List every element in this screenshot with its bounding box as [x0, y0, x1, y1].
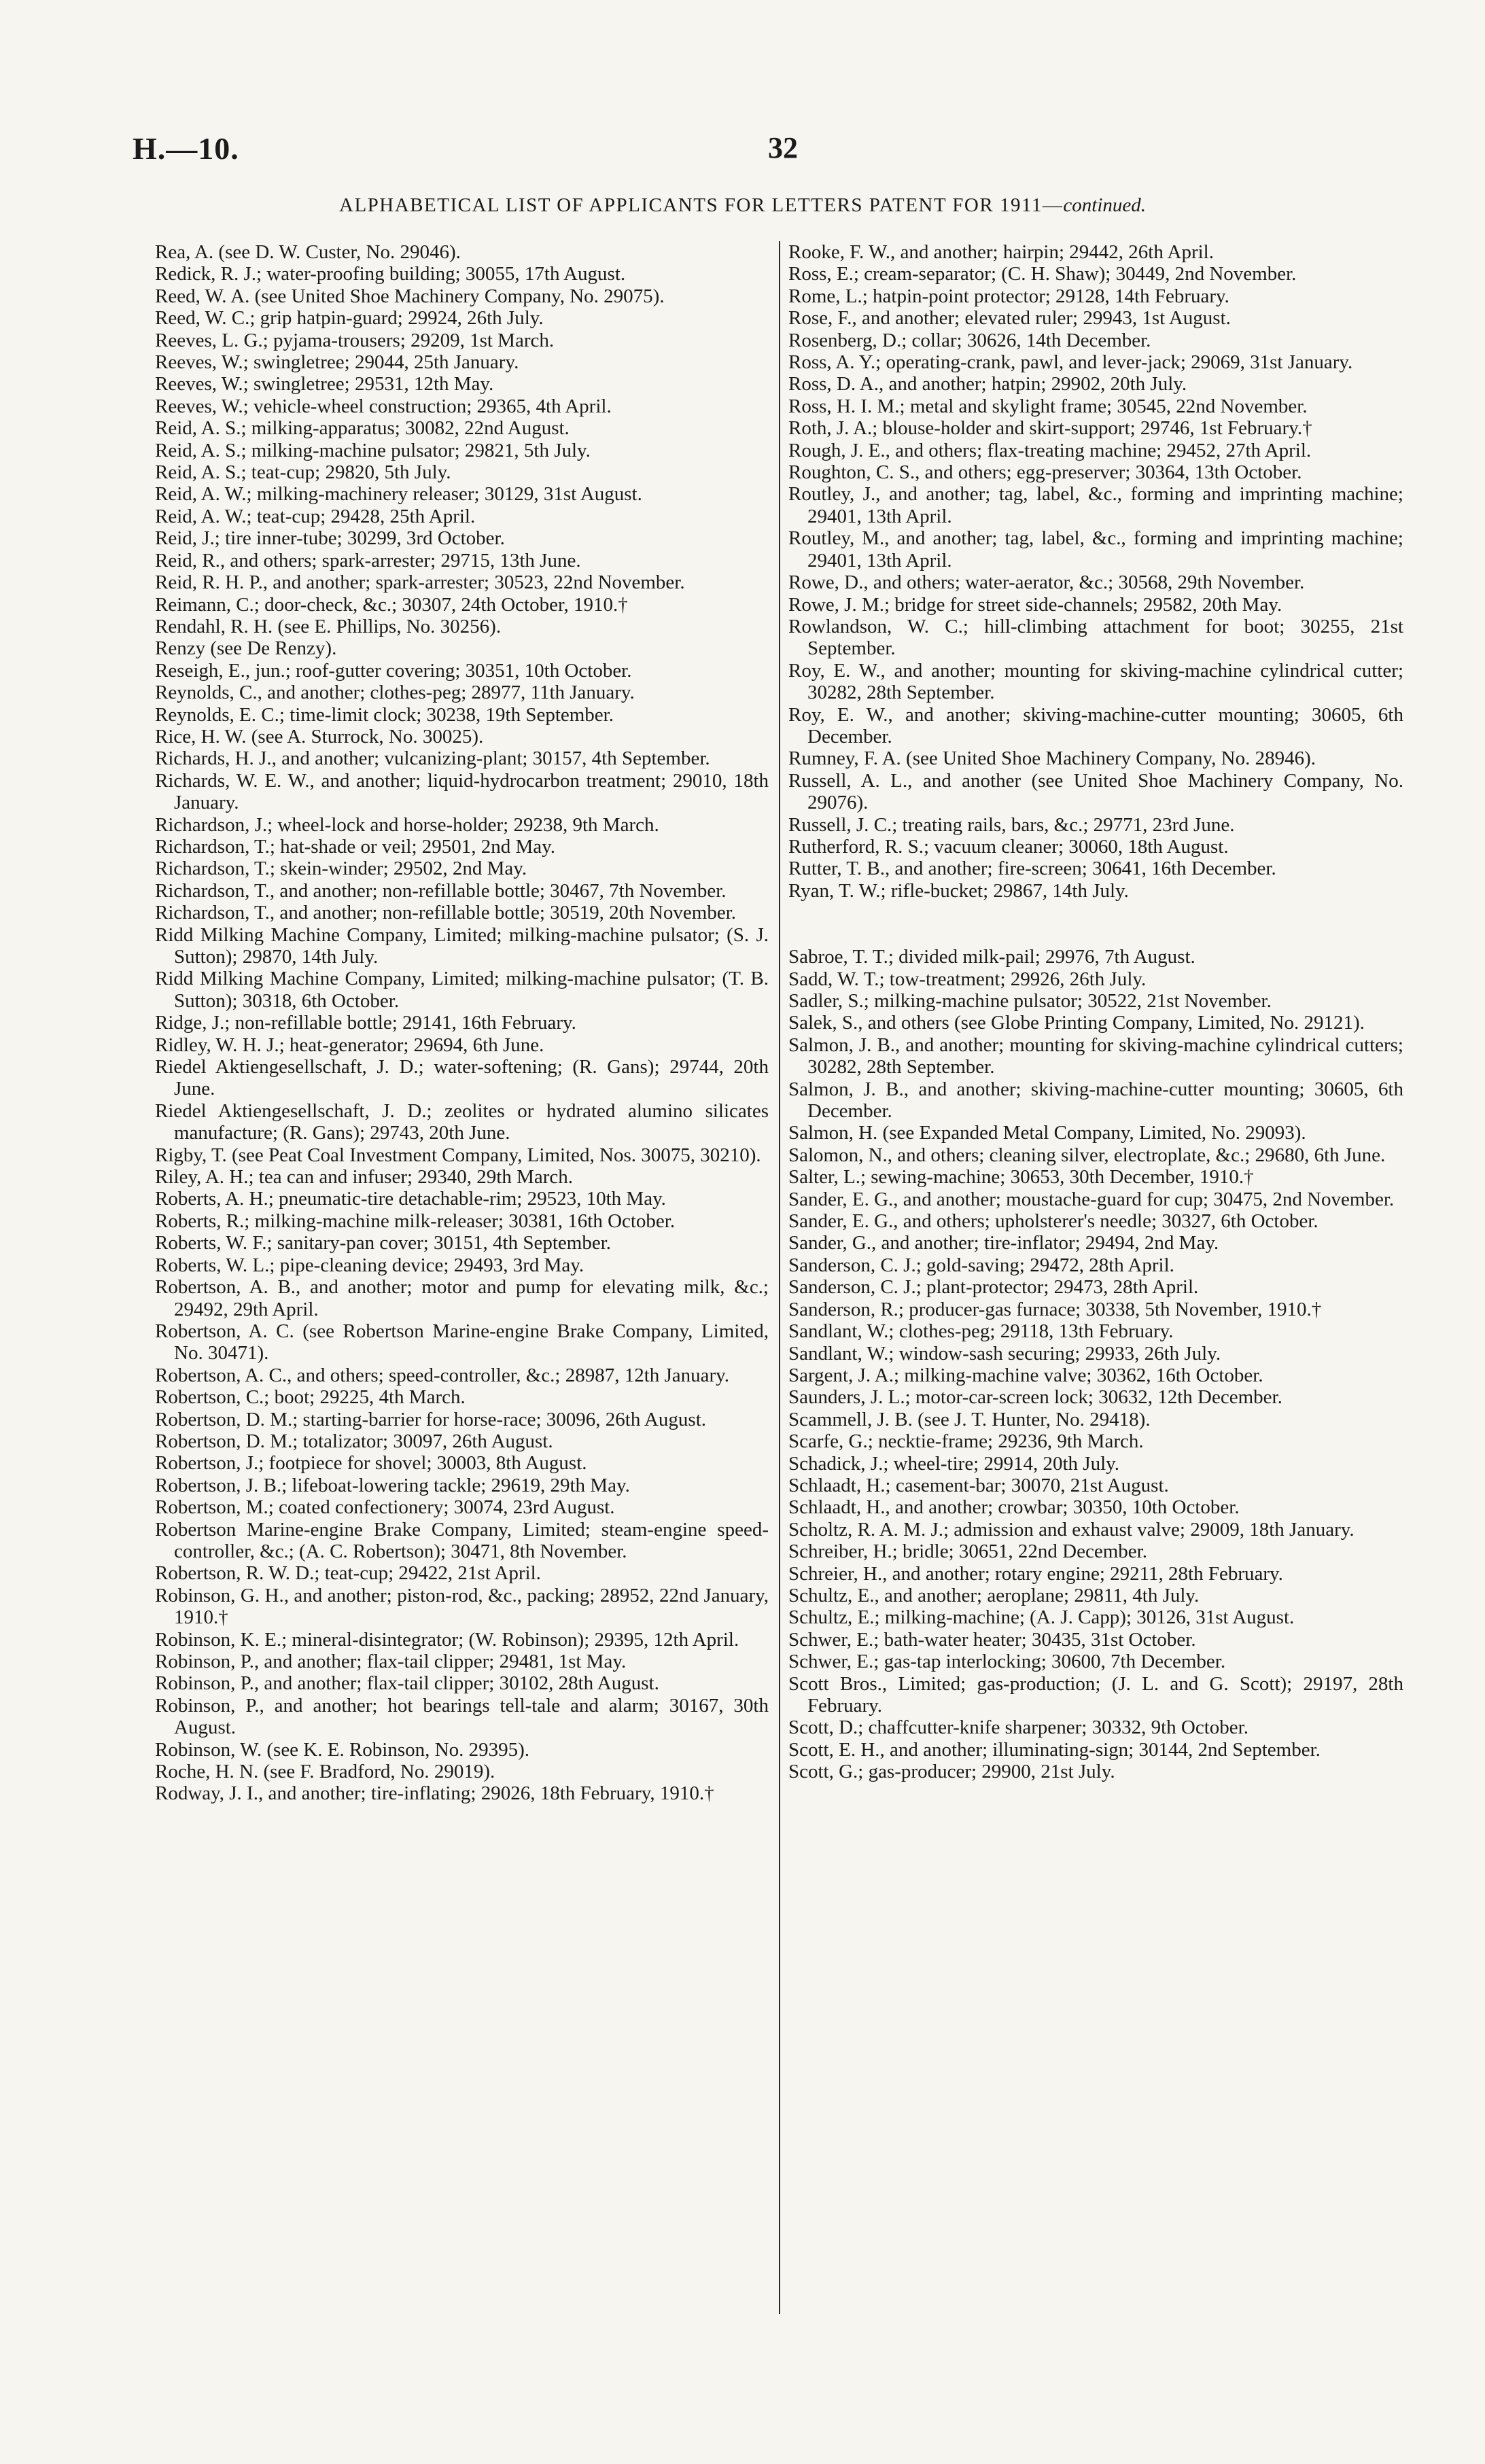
patent-entry: Rowe, D., and others; water-aerator, &c.; 30568, 29th November.: [788, 571, 1305, 594]
patent-entry: Scammell, J. B. (see J. T. Hunter, No. 29418).: [788, 1408, 1151, 1430]
patent-entry: Ryan, T. W.; rifle-bucket; 29867, 14th July.: [788, 879, 1129, 902]
patent-entry: Scott, E. H., and another; illuminating-sign; 30144, 2nd September.: [788, 1738, 1321, 1761]
patent-entry: Reeves, W.; vehicle-wheel construction; 29365, 4th April.: [155, 395, 612, 417]
patent-entry: Sargent, J. A.; milking-machine valve; 30362, 16th October.: [788, 1364, 1263, 1386]
patent-entry: Schultz, E.; milking-machine; (A. J. Capp); 30126, 31st August.: [788, 1606, 1295, 1629]
patent-entry: Richardson, T., and another; non-refillable bottle; 30519, 20th November.: [155, 902, 737, 924]
patent-entry: Reimann, C.; door-check, &c.; 30307, 24th October, 1910.†: [155, 593, 628, 616]
patent-entry: Roberts, W. L.; pipe-cleaning device; 29493, 3rd May.: [155, 1254, 584, 1276]
patent-entry: Rosenberg, D.; collar; 30626, 14th December.: [788, 329, 1151, 351]
patent-entry: Schreier, H., and another; rotary engine; 29211, 28th February.: [788, 1562, 1283, 1585]
right-column-r-section: [788, 241, 1403, 902]
patent-entry: Scholtz, R. A. M. J.; admission and exhaust valve; 29009, 18th January.: [788, 1518, 1355, 1541]
patent-entry: Schlaadt, H.; casement-bar; 30070, 21st August.: [788, 1474, 1169, 1496]
patent-entry: Schreiber, H.; bridle; 30651, 22nd December.: [788, 1541, 1147, 1563]
patent-entry: Roche, H. N. (see F. Bradford, No. 29019).: [155, 1761, 495, 1783]
section-gap: [788, 902, 1403, 946]
patent-entry: Rendahl, R. H. (see E. Phillips, No. 30256).: [155, 615, 502, 637]
patent-entry: Sadler, S.; milking-machine pulsator; 30522, 21st November.: [788, 990, 1272, 1012]
patent-entry: Scarfe, G.; necktie-frame; 29236, 9th March.: [788, 1430, 1144, 1453]
patent-entry: Schwer, E.; gas-tap interlocking; 30600, 7th December.: [788, 1651, 1226, 1673]
patent-entry: Rowlandson, W. C.; hill-climbing attachment for boot; 30255, 21st September.: [788, 615, 1403, 660]
left-column: [155, 241, 769, 2321]
patent-entry: Ross, D. A., and another; hatpin; 29902, 20th July.: [788, 373, 1187, 395]
patent-entry: Schadick, J.; wheel-tire; 29914, 20th July.: [788, 1452, 1120, 1475]
patent-entry: Sabroe, T. T.; divided milk-pail; 29976, 7th August.: [788, 946, 1195, 968]
patent-entry: Sadd, W. T.; tow-treatment; 29926, 26th July.: [788, 968, 1147, 990]
patent-entry: Reid, R., and others; spark-arrester; 29715, 13th June.: [155, 549, 581, 571]
patent-entry: Robertson, A. C., and others; speed-controller, &c.; 28987, 12th January.: [155, 1364, 730, 1386]
patent-entry: Richards, H. J., and another; vulcanizing-plant; 30157, 4th September.: [155, 747, 710, 770]
patent-entry: Reynolds, C., and another; clothes-peg; 28977, 11th January.: [155, 682, 635, 704]
patent-entry: Rutter, T. B., and another; fire-screen; 30641, 16th December.: [788, 858, 1276, 880]
patent-entry: Sander, E. G., and another; moustache-guard for cup; 30475, 2nd November.: [788, 1188, 1395, 1210]
patent-entry: Riedel Aktiengesellschaft, J. D.; water-softening; (R. Gans); 29744, 20th June.: [155, 1056, 769, 1100]
patent-entry: Schultz, E., and another; aeroplane; 29811, 4th July.: [788, 1584, 1200, 1606]
patent-entry: Ross, H. I. M.; metal and skylight frame; 30545, 22nd November.: [788, 395, 1308, 417]
patent-entry: Roughton, C. S., and others; egg-preserver; 30364, 13th October.: [788, 461, 1302, 484]
patent-entry: Robertson, A. C. (see Robertson Marine-engine Brake Company, Limited, No. 30471).: [155, 1320, 769, 1365]
patent-entry: Robinson, P., and another; flax-tail clipper; 30102, 28th August.: [155, 1672, 659, 1695]
page-title: [0, 194, 1485, 217]
patent-entry: Reeves, W.; swingletree; 29531, 12th May.: [155, 373, 494, 395]
patent-entry: Roth, J. A.; blouse-holder and skirt-support; 29746, 1st February.†: [788, 417, 1312, 440]
patent-entry: Sanderson, C. J.; gold-saving; 29472, 28th April.: [788, 1254, 1174, 1276]
patent-entry: Routley, M., and another; tag, label, &c., forming and imprinting machine; 29401, 13th April.: [788, 527, 1403, 571]
patent-entry: Schwer, E.; bath-water heater; 30435, 31st October.: [788, 1628, 1196, 1651]
patent-entry: Routley, J., and another; tag, label, &c., forming and imprinting machine; 29401, 13th April.: [788, 483, 1403, 527]
patent-entry: Rooke, F. W., and another; hairpin; 29442, 26th April.: [788, 241, 1214, 263]
patent-entry: Salmon, H. (see Expanded Metal Company, Limited, No. 29093).: [788, 1122, 1306, 1144]
patent-entry: Robertson, R. W. D.; teat-cup; 29422, 21st April.: [155, 1562, 541, 1585]
patent-entry: Reed, W. A. (see United Shoe Machinery Company, No. 29075).: [155, 285, 665, 307]
patent-entry: Robertson, A. B., and another; motor and pump for elevating milk, &c.; 29492, 29th April.: [155, 1276, 769, 1320]
patent-entry: Reynolds, E. C.; time-limit clock; 30238, 19th September.: [155, 703, 614, 726]
patent-entry: Robertson, D. M.; totalizator; 30097, 26th August.: [155, 1430, 553, 1452]
patent-entry: Rigby, T. (see Peat Coal Investment Company, Limited, Nos. 30075, 30210).: [155, 1144, 761, 1166]
patent-entry: Salter, L.; sewing-machine; 30653, 30th December, 1910.†: [788, 1166, 1254, 1189]
patent-entry: Robinson, W. (see K. E. Robinson, No. 29395).: [155, 1738, 529, 1761]
patent-entry: Rowe, J. M.; bridge for street side-channels; 29582, 20th May.: [788, 593, 1282, 616]
patent-entry: Roberts, W. F.; sanitary-pan cover; 30151, 4th September.: [155, 1232, 612, 1254]
document-code: H.—10.: [133, 131, 239, 166]
patent-entry: Reid, A. W.; teat-cup; 29428, 25th April.: [155, 505, 476, 527]
patent-entry: Robertson, J.; footpiece for shovel; 30003, 8th August.: [155, 1452, 587, 1475]
patent-entry: Renzy (see De Renzy).: [155, 637, 337, 660]
patent-entry: Roberts, R.; milking-machine milk-releaser; 30381, 16th October.: [155, 1210, 676, 1232]
patent-entry: Richardson, J.; wheel-lock and horse-holder; 29238, 9th March.: [155, 813, 659, 836]
patent-entry: Salek, S., and others (see Globe Printing Company, Limited, No. 29121).: [788, 1012, 1365, 1034]
patent-entry: Richardson, T.; skein-winder; 29502, 2nd May.: [155, 858, 527, 880]
patent-entry: Scott, G.; gas-producer; 29900, 21st July.: [788, 1761, 1115, 1783]
patent-entry: Rea, A. (see D. W. Custer, No. 29046).: [155, 241, 461, 263]
patent-entry: Salomon, N., and others; cleaning silver, electroplate, &c.; 29680, 6th June.: [788, 1144, 1386, 1166]
patent-entry: Reid, A. S.; teat-cup; 29820, 5th July.: [155, 461, 451, 484]
patent-entry: Russell, J. C.; treating rails, bars, &c.; 29771, 23rd June.: [788, 813, 1235, 836]
patent-entry: Sander, E. G., and others; upholsterer's needle; 30327, 6th October.: [788, 1210, 1318, 1233]
right-column: [788, 241, 1403, 2321]
patent-entry: Scott Bros., Limited; gas-production; (J. L. and G. Scott); 29197, 28th February.: [788, 1672, 1403, 1717]
patent-entry: Roy, E. W., and another; mounting for skiving-machine cylindrical cutter; 30282, 28th September.: [788, 659, 1403, 704]
patent-entry: Riley, A. H.; tea can and infuser; 29340, 29th March.: [155, 1166, 574, 1189]
patent-entry: Robertson, C.; boot; 29225, 4th March.: [155, 1386, 466, 1409]
patent-entry: Ross, A. Y.; operating-crank, pawl, and lever-jack; 29069, 31st January.: [788, 351, 1353, 374]
patent-entry: Ridd Milking Machine Company, Limited; milking-machine pulsator; (T. B. Sutton); 30318, 6th October.: [155, 968, 769, 1012]
patent-entry: Richards, W. E. W., and another; liquid-hydrocarbon treatment; 29010, 18th January.: [155, 769, 769, 814]
patent-entry: Robinson, P., and another; flax-tail clipper; 29481, 1st May.: [155, 1651, 627, 1672]
patent-entry: Robertson, M.; coated confectionery; 30074, 23rd August.: [155, 1496, 615, 1519]
patent-entry: Reeves, W.; swingletree; 29044, 25th January.: [155, 351, 519, 374]
patent-entry: Reid, R. H. P., and another; spark-arrester; 30523, 22nd November.: [155, 571, 685, 594]
patent-entry: Robertson Marine-engine Brake Company, Limited; steam-engine speed-controller, &c.; (A. C. Robertson); 30471, 8th November.: [155, 1518, 769, 1562]
patent-entry: Sandlant, W.; clothes-peg; 29118, 13th February.: [788, 1320, 1174, 1343]
right-column-s-section: [788, 946, 1403, 1782]
page-number: 32: [768, 131, 798, 164]
patent-entry: Reid, A. S.; milking-apparatus; 30082, 22nd August.: [155, 417, 570, 440]
column-divider: [779, 241, 780, 2314]
patent-entry: Salmon, J. B., and another; mounting for skiving-machine cylindrical cutters; 30282, 28th September.: [788, 1034, 1403, 1078]
patent-entry: Rumney, F. A. (see United Shoe Machinery Company, No. 28946).: [788, 747, 1316, 770]
patent-entry: Robertson, D. M.; starting-barrier for horse-race; 30096, 26th August.: [155, 1408, 707, 1430]
patent-entry: Richardson, T., and another; non-refillable bottle; 30467, 7th November.: [155, 879, 727, 902]
patent-entry: Robertson, J. B.; lifeboat-lowering tackle; 29619, 29th May.: [155, 1474, 630, 1496]
patent-entry: Robinson, K. E.; mineral-disintegrator; (W. Robinson); 29395, 12th April.: [155, 1628, 739, 1651]
patent-entry: Riedel Aktiengesellschaft, J. D.; zeolites or hydrated alumino silicates manufacture; (R. Gans); 29743, 20th June.: [155, 1099, 769, 1144]
patent-entry: Ridge, J.; non-refillable bottle; 29141, 16th February.: [155, 1012, 576, 1034]
patent-entry: Russell, A. L., and another (see United Shoe Machinery Company, No. 29076).: [788, 769, 1403, 814]
patent-entry: Reid, J.; tire inner-tube; 30299, 3rd October.: [155, 527, 505, 550]
patent-entry: Saunders, J. L.; motor-car-screen lock; 30632, 12th December.: [788, 1386, 1282, 1409]
patent-entry: Rose, F., and another; elevated ruler; 29943, 1st August.: [788, 307, 1231, 330]
patent-entry: Rome, L.; hatpin-point protector; 29128, 14th February.: [788, 285, 1229, 307]
patent-entry: Reed, W. C.; grip hatpin-guard; 29924, 26th July.: [155, 307, 544, 330]
patent-entry: Reid, A. W.; milking-machinery releaser; 30129, 31st August.: [155, 483, 642, 506]
patent-entry: Salmon, J. B., and another; skiving-machine-cutter mounting; 30605, 6th December.: [788, 1078, 1403, 1123]
patent-entry: Rough, J. E., and others; flax-treating machine; 29452, 27th April.: [788, 439, 1312, 461]
patent-entry: Rodway, J. I., and another; tire-inflating; 29026, 18th February, 1910.†: [155, 1782, 714, 1805]
patent-entry: Ridd Milking Machine Company, Limited; milking-machine pulsator; (S. J. Sutton); 29870, 14th July.: [155, 923, 769, 968]
patent-entry: Ross, E.; cream-separator; (C. H. Shaw); 30449, 2nd November.: [788, 263, 1297, 285]
patent-entry: Richardson, T.; hat-shade or veil; 29501, 2nd May.: [155, 835, 556, 858]
patent-entry: Roy, E. W., and another; skiving-machine-cutter mounting; 30605, 6th December.: [788, 703, 1403, 747]
page-title-main: ALPHABETICAL LIST OF APPLICANTS FOR LETTERS PATENT FOR 1911—: [339, 194, 1064, 216]
patent-entry: Robinson, P., and another; hot bearings tell-tale and alarm; 30167, 30th August.: [155, 1694, 769, 1739]
patent-entry: Schlaadt, H., and another; crowbar; 30350, 10th October.: [788, 1496, 1240, 1519]
patent-entry: Sandlant, W.; window-sash securing; 29933, 26th July.: [788, 1342, 1221, 1365]
patent-entry: Sander, G., and another; tire-inflator; 29494, 2nd May.: [788, 1232, 1219, 1254]
patent-entry: Scott, D.; chaffcutter-knife sharpener; 30332, 9th October.: [788, 1717, 1248, 1739]
patent-entry: Rutherford, R. S.; vacuum cleaner; 30060, 18th August.: [788, 835, 1229, 858]
patent-entry: Reseigh, E., jun.; roof-gutter covering; 30351, 10th October.: [155, 659, 632, 682]
patent-entry: Rice, H. W. (see A. Sturrock, No. 30025).: [155, 725, 484, 747]
patent-entry: Sanderson, C. J.; plant-protector; 29473, 28th April.: [788, 1276, 1199, 1299]
patent-entry: Sanderson, R.; producer-gas furnace; 30338, 5th November, 1910.†: [788, 1298, 1322, 1320]
patent-entry: Redick, R. J.; water-proofing building; 30055, 17th August.: [155, 263, 626, 285]
patent-entry: Reid, A. S.; milking-machine pulsator; 29821, 5th July.: [155, 439, 591, 461]
patent-entry: Ridley, W. H. J.; heat-generator; 29694, 6th June.: [155, 1034, 544, 1056]
page-title-continued: continued.: [1063, 194, 1146, 216]
patent-entry: Roberts, A. H.; pneumatic-tire detachable-rim; 29523, 10th May.: [155, 1188, 666, 1210]
patent-entry: Reeves, L. G.; pyjama-trousers; 29209, 1st March.: [155, 329, 555, 351]
patent-entry: Robinson, G. H., and another; piston-rod, &c., packing; 28952, 22nd January, 1910.†: [155, 1584, 769, 1629]
